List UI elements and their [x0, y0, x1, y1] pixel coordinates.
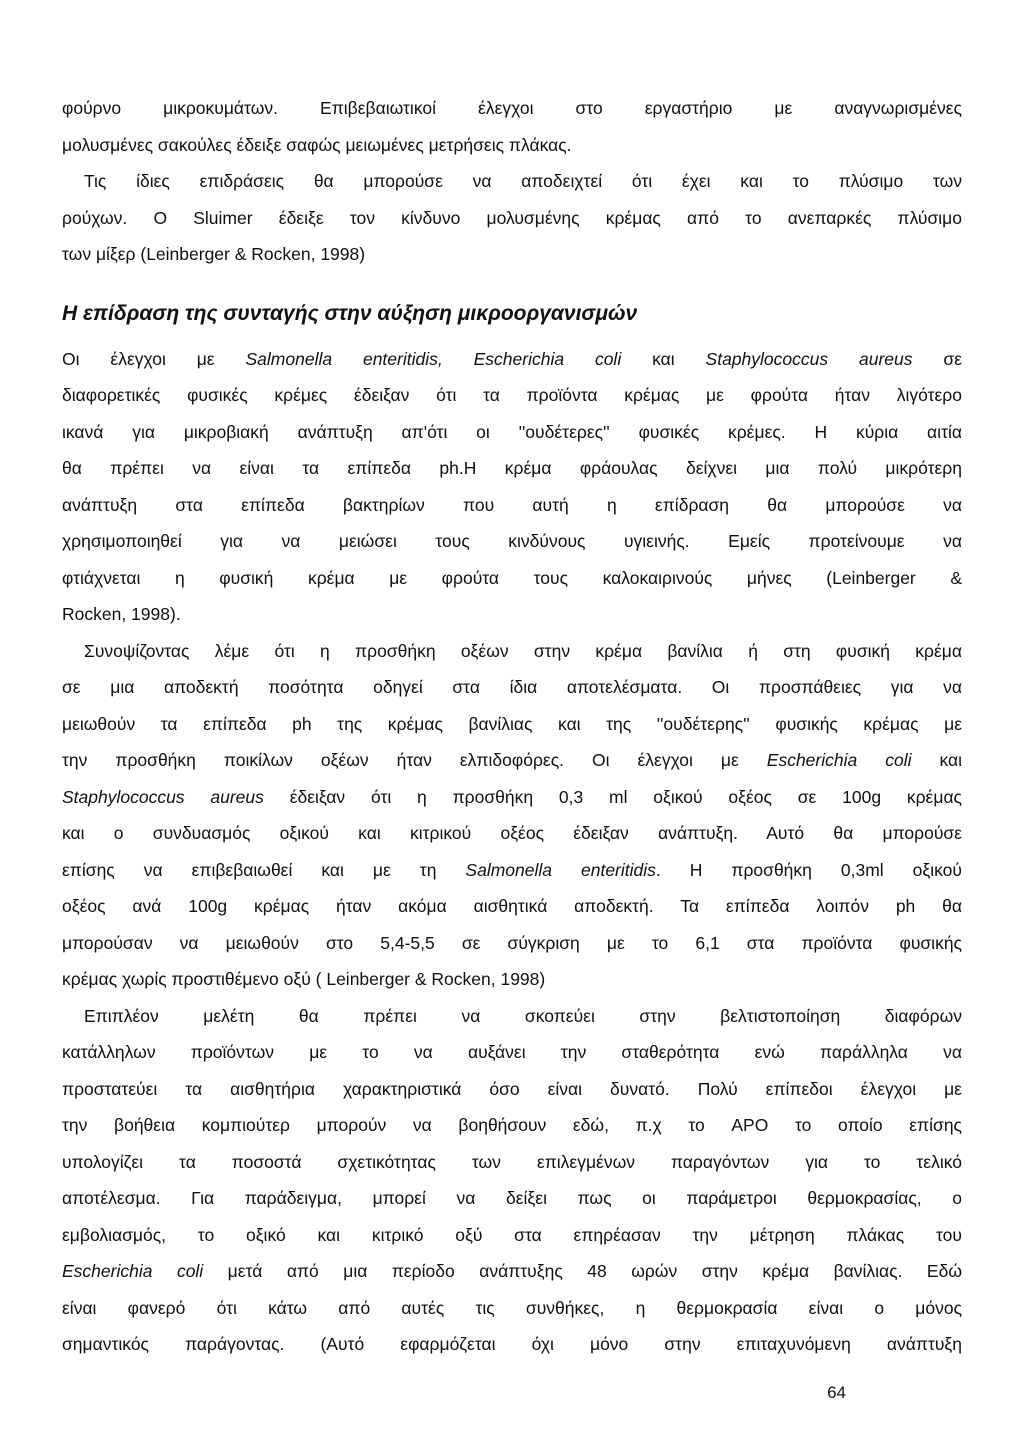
- species-name: Salmonella enteritidis, Escherichia coli: [245, 348, 622, 369]
- text-line: κρέμας χωρίς προστιθέμενο οξύ ( Leinberger & Rocken, 1998): [62, 969, 546, 989]
- text-line: χρησιμοποιηθεί για να μειώσει τους κινδύνους υγιεινής. Εμείς προτείνουμε να: [62, 531, 962, 551]
- document-page: [62, 90, 962, 1363]
- text-line: εμβολιασμός, το οξικό και κιτρικό οξύ στα επηρέασαν την μέτρηση πλάκας του: [62, 1224, 962, 1245]
- text-line: υπολογίζει τα ποσοστά σχετικότητας των επιλεγμένων παραγόντων για το τελικό: [62, 1151, 962, 1172]
- text-line: διαφορετικές φυσικές κρέμες έδειξαν ότι τα προϊόντα κρέμας με φρούτα ήταν λιγότερο: [62, 385, 962, 405]
- text-line: ανάπτυξη στα επίπεδα βακτηρίων που αυτή η επίδραση θα μπορούσε να: [62, 494, 962, 515]
- text-line: μειωθούν τα επίπεδα ph της κρέμας βανίλιας και της ''ουδέτερης'' φυσικής κρέμας με: [62, 713, 962, 734]
- text-line: Επιπλέον μελέτη θα πρέπει να σκοπεύει στην βελτιστοποίηση διαφόρων: [84, 1005, 962, 1026]
- text-line: ρούχων. Ο Sluimer έδειξε τον κίνδυνο μολυσμένης κρέμας από το ανεπαρκές πλύσιμο: [62, 207, 962, 228]
- text-span: Οι έλεγχοι με: [62, 348, 246, 369]
- text-span: . Η προσθήκη 0,3ml οξικού: [655, 859, 962, 880]
- text-line: [62, 779, 962, 816]
- text-span: και: [911, 750, 962, 770]
- section-heading: Η επίδραση της συνταγής στην αύξηση μικροοργανισμών: [62, 301, 638, 325]
- text-line: κατάλληλων προϊόντων με το να αυξάνει την σταθερότητα ενώ παράλληλα να: [62, 1042, 962, 1062]
- text-line: είναι φανερό ότι κάτω από αυτές τις συνθήκες, η θερμοκρασία είναι ο μόνος: [62, 1297, 962, 1318]
- text-span: έδειξαν ότι η προσθήκη 0,3 ml οξικού οξέος σε 100g κρέμας: [263, 786, 962, 807]
- text-line: σημαντικός παράγοντας. (Αυτό εφαρμόζεται όχι μόνο στην επιταχυνόμενη ανάπτυξη: [62, 1334, 962, 1354]
- text-line: [62, 341, 962, 378]
- species-name: Salmonella enteritidis: [465, 859, 656, 880]
- text-line: Τις ίδιες επιδράσεις θα μπορούσε να αποδειχτεί ότι έχει και το πλύσιμο των: [84, 171, 962, 191]
- text-line: μολυσμένες σακούλες έδειξε σαφώς μειωμένες μετρήσεις πλάκας.: [62, 134, 572, 155]
- text-line: [62, 1253, 962, 1290]
- text-line: αποτέλεσμα. Για παράδειγμα, μπορεί να δείξει πως οι παράμετροι θερμοκρασίας, ο: [62, 1188, 962, 1208]
- page-number: 64: [827, 1383, 846, 1402]
- species-name: Staphylococcus aureus: [705, 348, 913, 369]
- text-line: Συνοψίζοντας λέμε ότι η προσθήκη οξέων στην κρέμα βανίλια ή στη φυσική κρέμα: [84, 640, 962, 661]
- text-span: επίσης να επιβεβαιωθεί και με τη: [62, 859, 466, 880]
- text-line: την βοήθεια κομπιούτερ μπορούν να βοηθήσουν εδώ, π.χ το APO το οποίο επίσης: [62, 1115, 962, 1135]
- species-name: Staphylococcus aureus: [62, 786, 264, 807]
- species-name: Escherichia coli: [62, 1261, 204, 1281]
- text-line: Rocken, 1998).: [62, 604, 181, 624]
- text-span: και: [621, 348, 706, 369]
- text-line: μπορούσαν να μειωθούν στο 5,4-5,5 σε σύγκριση με το 6,1 στα προϊόντα φυσικής: [62, 932, 962, 953]
- species-name: Escherichia coli: [766, 750, 912, 770]
- text-line: [62, 742, 962, 779]
- text-line: ικανά για μικροβιακή ανάπτυξη απ'ότι οι ''ουδέτερες'' φυσικές κρέμες. Η κύρια αιτία: [62, 421, 962, 442]
- text-line: και ο συνδυασμός οξικού και κιτρικού οξέος έδειξαν ανάπτυξη. Αυτό θα μπορούσε: [62, 823, 962, 843]
- text-line: οξέος ανά 100g κρέμας ήταν ακόμα αισθητικά αποδεκτή. Τα επίπεδα λοιπόν ph θα: [62, 896, 962, 916]
- text-line: φτιάχνεται η φυσική κρέμα με φρούτα τους καλοκαιρινούς μήνες (Leinberger &: [62, 567, 962, 588]
- text-line: [62, 852, 962, 889]
- text-line: προστατεύει τα αισθητήρια χαρακτηριστικά όσο είναι δυνατό. Πολύ επίπεδοι έλεγχοι με: [62, 1078, 962, 1099]
- text-span: σε: [912, 348, 963, 369]
- text-line: φούρνο μικροκυμάτων. Επιβεβαιωτικοί έλεγχοι στο εργαστήριο με αναγνωρισμένες: [62, 98, 962, 118]
- text-line: σε μια αποδεκτή ποσότητα οδηγεί στα ίδια αποτελέσματα. Οι προσπάθειες για να: [62, 677, 962, 697]
- text-span: μετά από μια περίοδο ανάπτυξης 48 ωρών στην κρέμα βανίλιας. Εδώ: [203, 1261, 962, 1281]
- text-line: των μίξερ (Leinberger & Rocken, 1998): [62, 244, 366, 264]
- text-line: θα πρέπει να είναι τα επίπεδα ph.Η κρέμα φράουλας δείχνει μια πολύ μικρότερη: [62, 458, 962, 478]
- text-span: την προσθήκη ποικίλων οξέων ήταν ελπιδοφόρες. Οι έλεγχοι με: [62, 750, 767, 770]
